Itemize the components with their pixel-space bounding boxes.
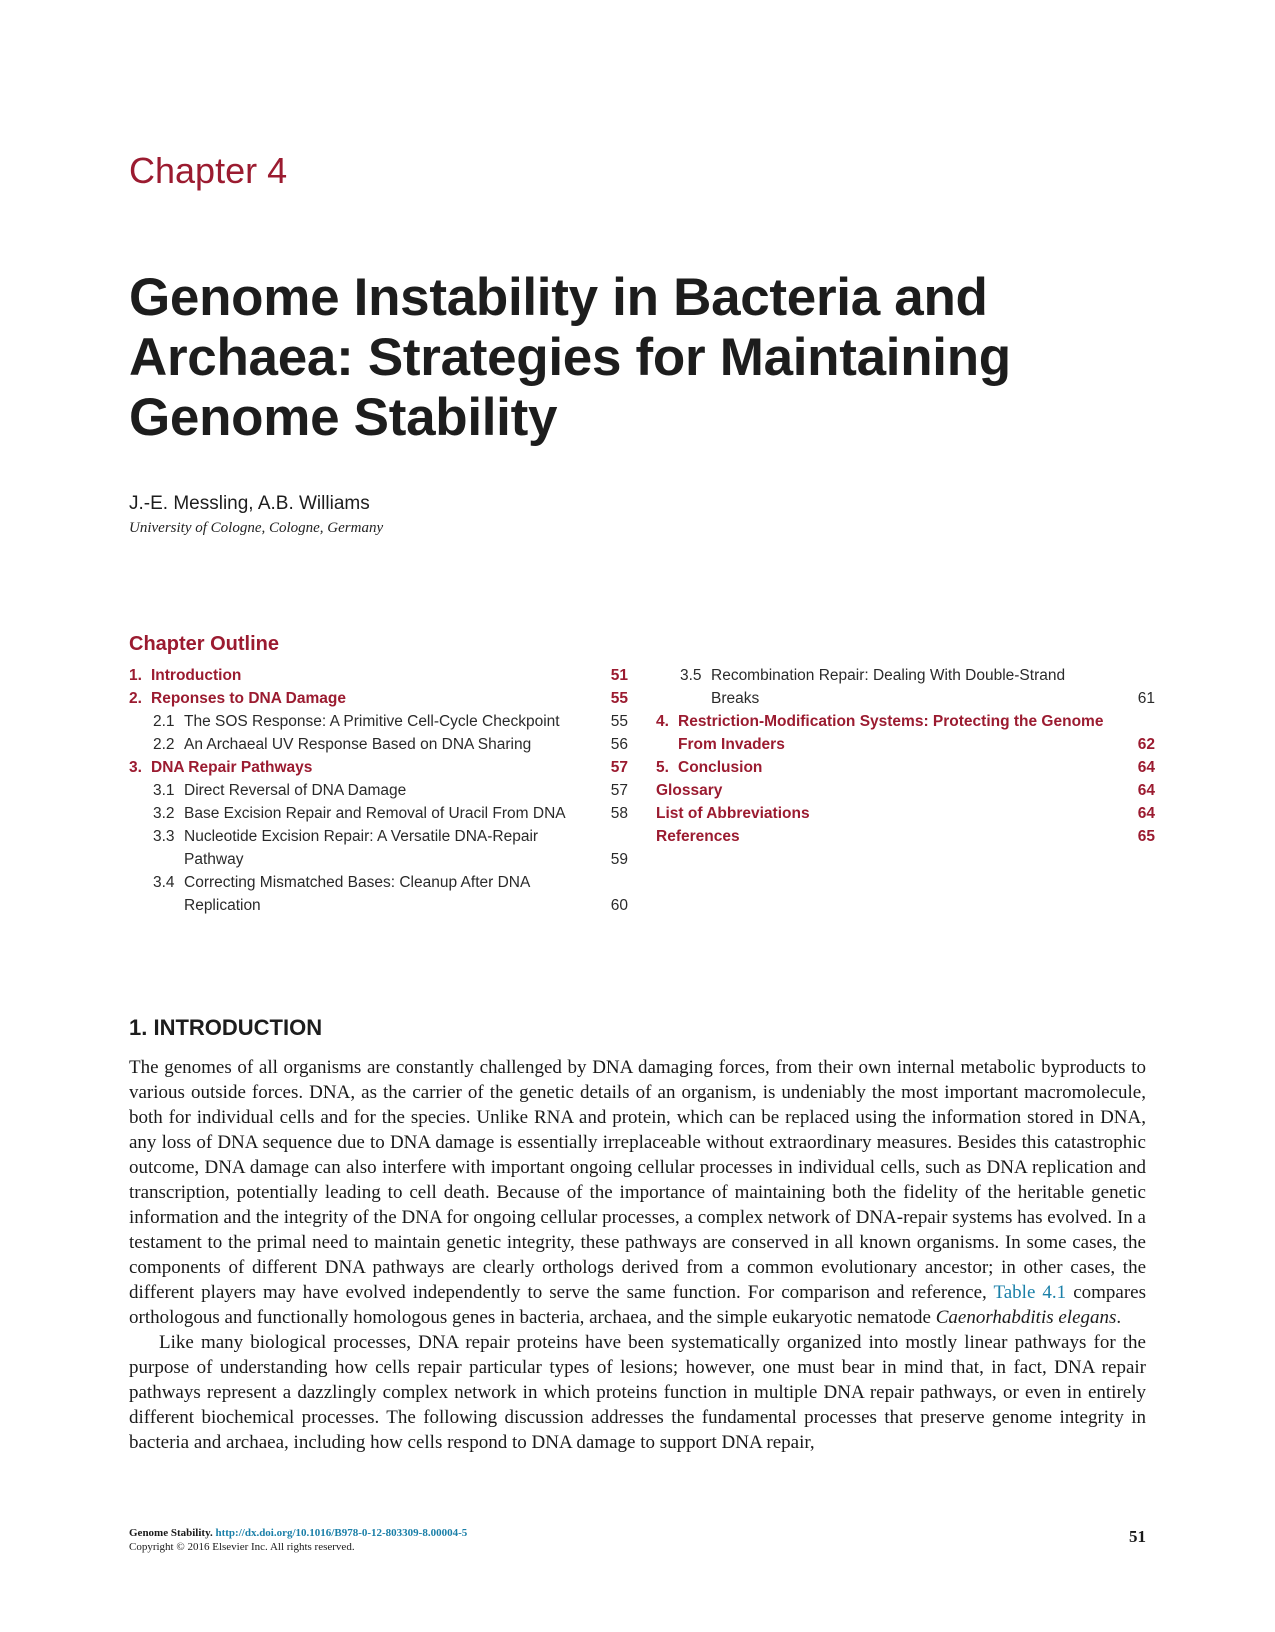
toc-entry[interactable]: List of Abbreviations 64	[656, 802, 1155, 825]
copyright: Copyright © 2016 Elsevier Inc. All rights reserved.	[129, 1541, 355, 1553]
toc-entry[interactable]: 3. DNA Repair Pathways 57	[129, 756, 628, 779]
body-text	[129, 1055, 1146, 1455]
doi-link[interactable]: http://dx.doi.org/10.1016/B978-0-12-803309-8.00004-5	[215, 1527, 468, 1539]
page-number: 51	[1129, 1527, 1146, 1546]
toc-page-number: 56	[610, 736, 628, 753]
toc-right-column	[656, 664, 1155, 848]
toc-entry[interactable]: 3.1 Direct Reversal of DNA Damage 57	[129, 779, 628, 802]
toc-page-number: 64	[1137, 759, 1155, 776]
toc-page-number: 51	[610, 667, 628, 684]
toc-entry[interactable]: 2.2 An Archaeal UV Response Based on DNA Sharing 56	[129, 733, 628, 756]
toc-page-number: 58	[610, 805, 628, 822]
toc-entry[interactable]: 4. Restriction-Modification Systems: Protecting the Genome From Invaders 62	[656, 710, 1155, 756]
section-heading-introduction: 1. INTRODUCTION	[129, 1015, 323, 1040]
affiliation: University of Cologne, Cologne, Germany	[129, 520, 384, 536]
toc-entry[interactable]: 2.1 The SOS Response: A Primitive Cell-Cycle Checkpoint 55	[129, 710, 628, 733]
paragraph: The genomes of all organisms are constantly challenged by DNA damaging forces, from their own internal metabolic byproducts to various outside forces. DNA, as the carrier of the genetic details of an organism, is undeniably the most important macromolecule, both for individual cells and for the species. Unlike RNA and protein, which can be replaced using the information stored in DNA, any loss of DNA sequence due to DNA damage is essentially irreplaceable without extraordinary measures. Besides this catastrophic outcome, DNA damage can also interfere with important ongoing cellular processes in individual cells, such as DNA replication and transcription, potentially leading to cell death. Because of the importance of maintaining both the fidelity of the heritable genetic information and the integrity of the DNA for ongoing cellular processes, a complex network of DNA-repair systems has evolved. In a testament to the primal need to maintain genetic integrity, these pathways are conserved in all known organisms. In some cases, the components of different DNA pathways are clearly orthologs derived from a common evolutionary ancestor; in other cases, the different players may have evolved independently to serve the same function. For comparison and reference, Table 4.1 compares orthologous and functionally homologous genes in bacteria, archaea, and the simple eukaryotic nematode Caenorhabditis elegans.	[129, 1057, 1147, 1328]
toc-page-number: 57	[610, 759, 628, 776]
toc-entry[interactable]: 2. Reponses to DNA Damage 55	[129, 687, 628, 710]
toc-entry[interactable]: 3.3 Nucleotide Excision Repair: A Versatile DNA-Repair Pathway 59	[129, 825, 628, 871]
toc-entry[interactable]: 3.5 Recombination Repair: Dealing With Double-Strand Breaks 61	[656, 664, 1155, 710]
toc-page-number: 64	[1137, 805, 1155, 822]
toc-page-number: 59	[610, 851, 628, 868]
toc-entry[interactable]: 1. Introduction 51	[129, 664, 628, 687]
toc-page-number: 55	[610, 690, 628, 707]
toc-entry[interactable]: 5. Conclusion 64	[656, 756, 1155, 779]
chapter-label: Chapter 4	[129, 150, 288, 191]
toc-entry[interactable]: 3.4 Correcting Mismatched Bases: Cleanup After DNA Replication 60	[129, 871, 628, 917]
table-4-1-link[interactable]: Table 4.1	[993, 1282, 1067, 1303]
authors: J.-E. Messling, A.B. Williams	[129, 493, 370, 514]
toc-page-number: 57	[610, 782, 628, 799]
toc-entry[interactable]: Glossary 64	[656, 779, 1155, 802]
toc-page-number: 62	[1137, 736, 1155, 753]
toc-left-column	[129, 664, 628, 917]
toc-entry[interactable]: 3.2 Base Excision Repair and Removal of Uracil From DNA 58	[129, 802, 628, 825]
toc-page-number: 60	[610, 897, 628, 914]
footer-citation: Genome Stability. http://dx.doi.org/10.1016/B978-0-12-803309-8.00004-5 Copyright © 2016 Elsevier Inc. All rights reserved.	[129, 1527, 468, 1553]
toc-page-number: 64	[1137, 782, 1155, 799]
paragraph: Like many biological processes, DNA repair proteins have been systematically organized into mostly linear pathways for the purpose of understanding how cells repair particular types of lesions; however, one must bear in mind that, in fact, DNA repair pathways represent a dazzlingly complex network in which proteins function in multiple DNA repair pathways, or even in entirely different biochemical processes. The following discussion addresses the fundamental processes that preserve genome integrity in bacteria and archaea, including how cells respond to DNA damage to support DNA repair,	[129, 1332, 1146, 1453]
chapter-outline-heading: Chapter Outline	[129, 633, 280, 655]
toc-page-number: 61	[1137, 690, 1155, 707]
toc-page-number: 65	[1137, 828, 1155, 845]
chapter-title: Genome Instability in Bacteria and Archaea: Strategies for Maintaining Genome Stability	[129, 268, 1011, 447]
toc-page-number: 55	[610, 713, 628, 730]
toc-entry[interactable]: References 65	[656, 825, 1155, 848]
